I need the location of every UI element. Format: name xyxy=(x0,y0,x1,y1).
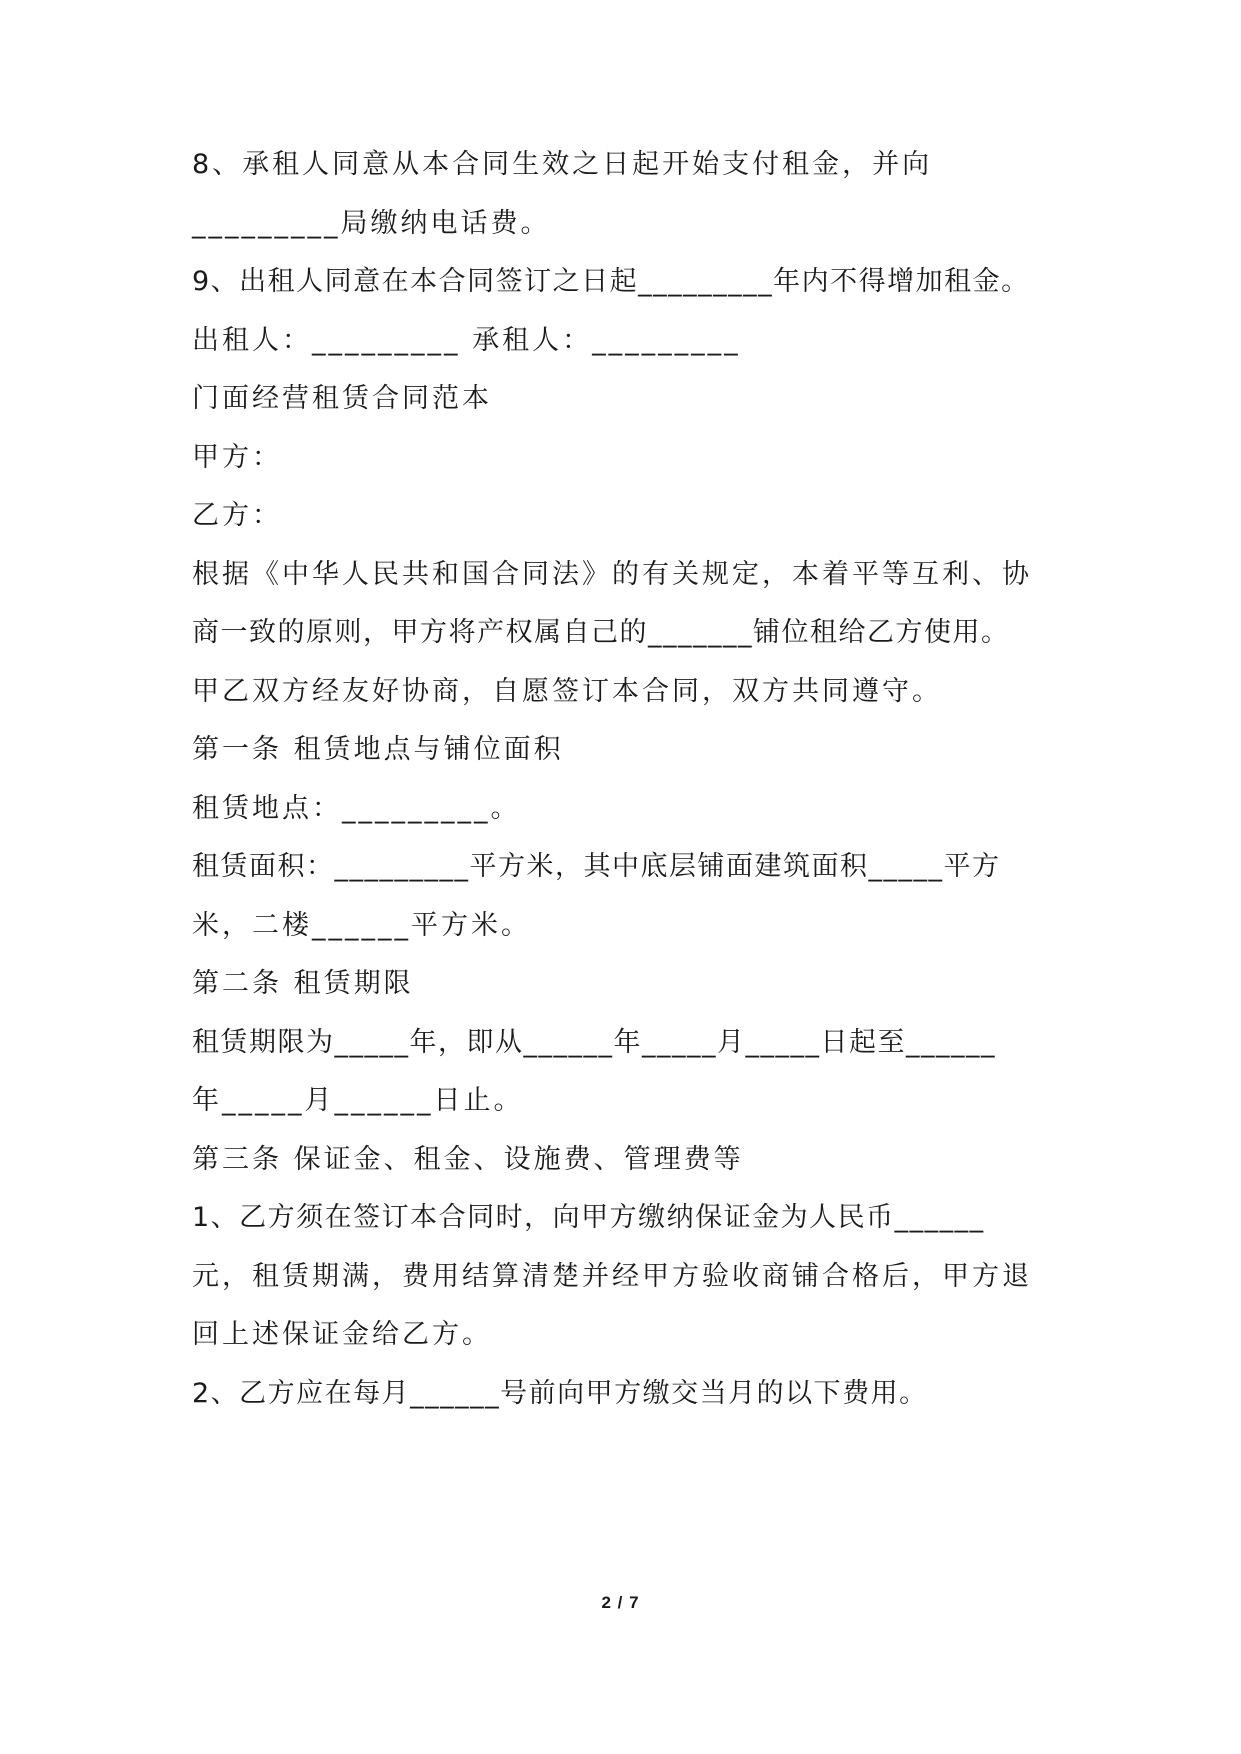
page-number: 2 / 7 xyxy=(601,1593,640,1612)
monthly-fee-line: 2、乙方应在每月______号前向甲方缴交当月的以下费用。 xyxy=(192,1378,928,1409)
party-b: 乙方： xyxy=(192,500,282,531)
lease-term-line-1: 租赁期限为_____年，即从______年_____月_____日起至______ xyxy=(192,1027,996,1058)
lease-term-line-2: 年_____月______日止。 xyxy=(192,1085,524,1116)
article-2-heading: 第二条 租赁期限 xyxy=(192,968,414,999)
article-3-heading: 第三条 保证金、租金、设施费、管理费等 xyxy=(192,1144,744,1175)
preamble-line-1: 根据《中华人民共和国合同法》的有关规定，本着平等互利、协 xyxy=(192,559,1032,590)
deposit-line-1: 1、乙方须在签订本合同时，向甲方缴纳保证金为人民币______ xyxy=(192,1202,985,1233)
lease-area-line-1: 租赁面积：_________平方米，其中底层铺面建筑面积_____平方 xyxy=(192,851,1001,882)
lease-area-line-2: 米，二楼______平方米。 xyxy=(192,910,531,941)
preamble-line-2: 商一致的原则，甲方将产权属自己的_______铺位租给乙方使用。 xyxy=(192,617,1010,648)
article-1-heading: 第一条 租赁地点与铺位面积 xyxy=(192,734,564,765)
clause-8-line-2: _________局缴纳电话费。 xyxy=(192,208,551,239)
deposit-line-3: 回上述保证金给乙方。 xyxy=(192,1319,492,1350)
clause-8-line-1: 8、承租人同意从本合同生效之日起开始支付租金，并向 xyxy=(192,149,933,180)
signature-line: 出租人：_________ 承租人：_________ xyxy=(192,325,741,356)
party-a: 甲方： xyxy=(192,442,282,473)
clause-9: 9、出租人同意在本合同签订之日起_________年内不得增加租金。 xyxy=(192,266,1030,297)
contract-title: 门面经营租赁合同范本 xyxy=(192,383,492,414)
lease-location: 租赁地点：_________。 xyxy=(192,793,521,824)
deposit-line-2: 元，租赁期满，费用结算清楚并经甲方验收商铺合格后，甲方退 xyxy=(192,1261,1032,1292)
preamble-line-3: 甲乙双方经友好协商，自愿签订本合同，双方共同遵守。 xyxy=(192,676,942,707)
